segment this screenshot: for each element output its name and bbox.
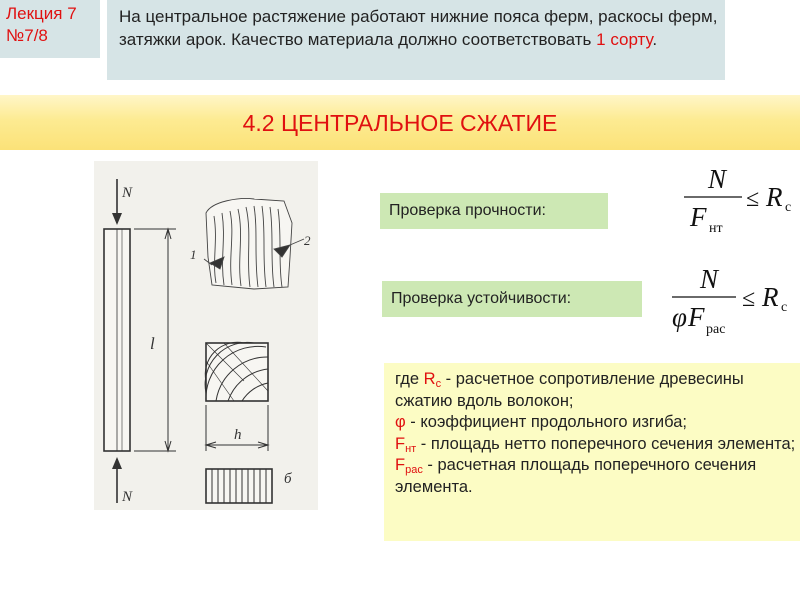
force-arrow-top xyxy=(112,179,122,225)
note-where: где xyxy=(395,370,424,388)
formula-strength-denominator-sub: нт xyxy=(709,221,723,236)
note-rc-text: - расчетное сопротивление древесины сжатию вдоль волокон; xyxy=(395,370,744,410)
note-fnt-text: - площадь нетто поперечного сечения элемента; xyxy=(416,434,796,453)
formula-stability-denominator: F xyxy=(688,302,705,332)
label-b: б xyxy=(284,471,292,487)
label-defect-1: 1 xyxy=(190,247,197,262)
label-force-top: N xyxy=(122,185,133,201)
lecture-number: Лекция 7 xyxy=(6,4,77,23)
note-fras-symbol: $F_{рас}$ xyxy=(395,456,423,476)
note-rc xyxy=(395,369,800,412)
label-width: h xyxy=(234,427,242,443)
stability-check-label: Проверка устойчивости: xyxy=(382,281,642,317)
formula-strength-relation: ≤ xyxy=(746,186,760,212)
notation-notes xyxy=(384,363,800,541)
formula-stability-relation: ≤ xyxy=(742,286,756,312)
formula-strength-denominator: F xyxy=(690,202,707,232)
intro-text: На центральное растяжение работают нижние пояса ферм, раскосы ферм, затяжки арок. Качество материала должно соответствовать xyxy=(119,7,718,49)
section-b xyxy=(206,469,272,503)
slide-number: №7/8 xyxy=(6,26,48,45)
note-fras-text: - расчетная площадь поперечного сечения элемента. xyxy=(395,456,757,496)
note-phi-text: - коэффициент продольного изгиба; xyxy=(405,413,687,431)
note-fnt xyxy=(395,434,800,456)
force-arrow-bottom xyxy=(112,457,122,503)
formula-strength-rhs-sub: с xyxy=(785,200,792,215)
cross-section xyxy=(205,342,268,401)
note-phi-symbol: φ xyxy=(395,413,406,431)
label-force-bottom: N xyxy=(122,489,133,505)
formula-stability-phi: φ xyxy=(672,302,687,332)
wood-grain-block xyxy=(204,199,304,289)
length-dimension xyxy=(134,229,176,451)
intro-highlight: 1 сорту xyxy=(596,30,653,49)
strength-check-label: Проверка прочности: xyxy=(380,193,608,229)
note-rc-symbol: $R_с$ xyxy=(423,370,442,390)
label-length: l xyxy=(150,334,155,353)
intro-end: . xyxy=(652,30,658,49)
formula-stability-numerator: N xyxy=(700,264,719,294)
formula-stability-denominator-sub: рас xyxy=(706,322,726,337)
formula-strength-rhs: R xyxy=(766,182,783,212)
strength-formula xyxy=(672,158,800,238)
note-phi xyxy=(395,412,800,434)
intro-text-box xyxy=(107,0,725,80)
heading-band xyxy=(0,95,800,150)
compression-figure xyxy=(94,161,318,510)
column-element xyxy=(104,229,130,451)
formula-stability-rhs-sub: с xyxy=(781,300,788,315)
note-fnt-symbol: $F_{нт}$ xyxy=(395,434,417,455)
section-heading: 4.2 ЦЕНТРАЛЬНОЕ СЖАТИЕ xyxy=(242,110,558,136)
note-fras xyxy=(395,455,800,498)
lecture-label xyxy=(0,0,100,58)
compression-drawing xyxy=(94,161,318,510)
formula-strength-numerator: N xyxy=(708,164,727,194)
formula-stability-rhs: R xyxy=(762,282,779,312)
stability-formula xyxy=(664,258,800,342)
label-defect-2: 2 xyxy=(304,233,311,248)
